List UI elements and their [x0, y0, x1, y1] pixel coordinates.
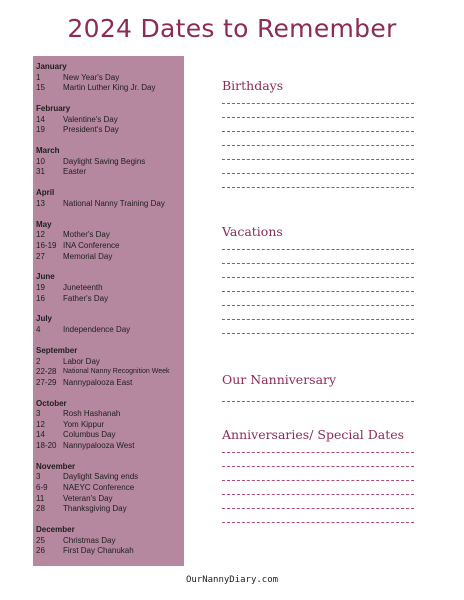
write-line	[222, 263, 414, 264]
event-row	[36, 420, 184, 431]
event-date: 12	[36, 419, 45, 429]
month-name: March	[36, 146, 60, 156]
write-line	[222, 480, 414, 481]
write-line	[222, 452, 414, 453]
write-line	[222, 319, 414, 320]
month-name: January	[36, 62, 67, 71]
month-block-june	[36, 272, 184, 304]
event-row	[36, 536, 184, 547]
event-date: 16-19	[36, 240, 57, 250]
month-block-december	[36, 525, 184, 557]
event-row	[36, 230, 184, 241]
month-name: February	[36, 104, 71, 114]
event-name: Nannypalooza West	[63, 441, 135, 450]
month-block-july	[36, 314, 184, 335]
event-row	[36, 294, 184, 305]
event-date: 14	[36, 114, 45, 124]
month-block-january	[36, 62, 184, 94]
event-name: President's Day	[63, 125, 119, 135]
event-name: Mother's Day	[63, 230, 110, 240]
event-date: 18-20	[36, 441, 57, 450]
month-name: October	[36, 398, 67, 408]
month-name: December	[36, 525, 75, 535]
write-line	[222, 103, 414, 104]
event-name: National Nanny Training Day	[63, 198, 165, 208]
write-line	[222, 333, 414, 334]
section-heading-nanniversary: Our Nanniversary	[222, 372, 337, 387]
event-row	[36, 157, 184, 168]
event-date: 12	[36, 230, 45, 240]
month-block-november	[36, 462, 184, 515]
event-name: Juneteenth	[63, 282, 103, 292]
write-line	[222, 145, 414, 146]
event-row	[36, 83, 184, 94]
event-date: 16	[36, 293, 45, 303]
event-row	[36, 357, 184, 368]
event-name: Martin Luther King Jr. Day	[63, 83, 156, 93]
footer-website: OurNannyDiary.com	[185, 575, 279, 585]
write-line	[222, 466, 414, 467]
month-name: September	[36, 345, 78, 355]
write-line	[222, 117, 414, 118]
event-row	[36, 409, 184, 420]
write-line	[222, 249, 414, 250]
event-name: Valentine's Day	[63, 114, 118, 124]
write-line	[222, 187, 414, 188]
event-name: Veteran's Day	[63, 493, 113, 503]
event-row	[36, 252, 184, 263]
event-name: Nannypalooza East	[63, 377, 133, 387]
event-name: Independence Day	[63, 325, 131, 335]
write-line	[222, 508, 414, 509]
event-name: NAEYC Conference	[63, 483, 135, 493]
event-date: 4	[36, 325, 41, 335]
event-row	[36, 483, 184, 494]
event-row	[36, 167, 184, 178]
write-line	[222, 401, 414, 402]
write-line	[222, 173, 414, 174]
event-row	[36, 115, 184, 126]
month-block-april	[36, 188, 184, 209]
event-date: 25	[36, 535, 45, 545]
event-row	[36, 494, 184, 505]
event-row	[36, 241, 184, 252]
write-line	[222, 277, 414, 278]
write-line	[222, 131, 414, 132]
event-row	[36, 325, 184, 336]
event-name: Daylight Saving ends	[63, 472, 139, 482]
month-name: July	[36, 314, 53, 324]
page-title: 2024 Dates to Remember	[67, 14, 397, 43]
month-block-may	[36, 220, 184, 262]
event-date: 11	[36, 493, 45, 503]
event-row	[36, 378, 184, 389]
event-row	[36, 472, 184, 483]
event-name: Daylight Saving Begins	[63, 156, 146, 166]
event-name: Memorial Day	[63, 251, 113, 261]
event-name: Father's Day	[63, 293, 109, 303]
event-row	[36, 367, 184, 378]
event-date: 19	[36, 125, 45, 135]
section-heading-anniversaries: Anniversaries/ Special Dates	[222, 427, 405, 442]
event-row	[36, 283, 184, 294]
write-line	[222, 494, 414, 495]
month-block-march	[36, 146, 184, 178]
month-block-october	[36, 399, 184, 452]
event-name: Rosh Hashanah	[63, 409, 121, 419]
month-name: April	[36, 188, 55, 198]
event-name: New Year's Day	[63, 72, 120, 82]
event-row	[36, 546, 184, 557]
event-name: INA Conference	[63, 240, 120, 250]
event-row	[36, 504, 184, 515]
event-date: 3	[36, 409, 41, 419]
event-date: 22-28	[36, 367, 57, 377]
write-line	[222, 305, 414, 306]
event-row	[36, 199, 184, 210]
event-date: 14	[36, 430, 45, 440]
write-line	[222, 159, 414, 160]
write-line	[222, 522, 414, 523]
event-name: Yom Kippur	[63, 419, 105, 429]
event-date: 27	[36, 251, 45, 261]
month-name: June	[36, 272, 55, 282]
event-name: Thanksgiving Day	[63, 504, 127, 514]
event-date: 13	[36, 198, 45, 208]
event-date: 27-29	[36, 377, 57, 387]
event-date: 19	[36, 282, 45, 292]
event-date: 26	[36, 546, 45, 556]
event-name: Labor Day	[63, 356, 100, 366]
section-heading-vacations: Vacations	[222, 224, 283, 239]
section-heading-birthdays: Birthdays	[222, 78, 284, 93]
month-block-february	[36, 104, 184, 136]
event-date: 2	[36, 356, 41, 366]
event-name: Columbus Day	[63, 430, 116, 440]
event-date: 3	[36, 472, 41, 482]
dates-sidebar	[33, 56, 184, 566]
write-line	[222, 291, 414, 292]
event-row	[36, 73, 184, 84]
event-name: First Day Chanukah	[63, 546, 134, 556]
event-name: National Nanny Recognition Week	[63, 368, 170, 376]
event-date: 1	[36, 72, 41, 82]
month-name: November	[36, 461, 76, 471]
event-date: 15	[36, 83, 45, 93]
month-name: May	[36, 219, 52, 229]
event-date: 10	[36, 156, 45, 166]
event-name: Easter	[63, 167, 87, 177]
month-block-september	[36, 346, 184, 388]
event-date: 6-9	[36, 483, 48, 493]
event-name: Christmas Day	[63, 535, 116, 545]
event-row	[36, 430, 184, 441]
event-date: 31	[36, 167, 45, 177]
event-date: 28	[36, 504, 45, 514]
event-row	[36, 441, 184, 452]
event-row	[36, 125, 184, 136]
